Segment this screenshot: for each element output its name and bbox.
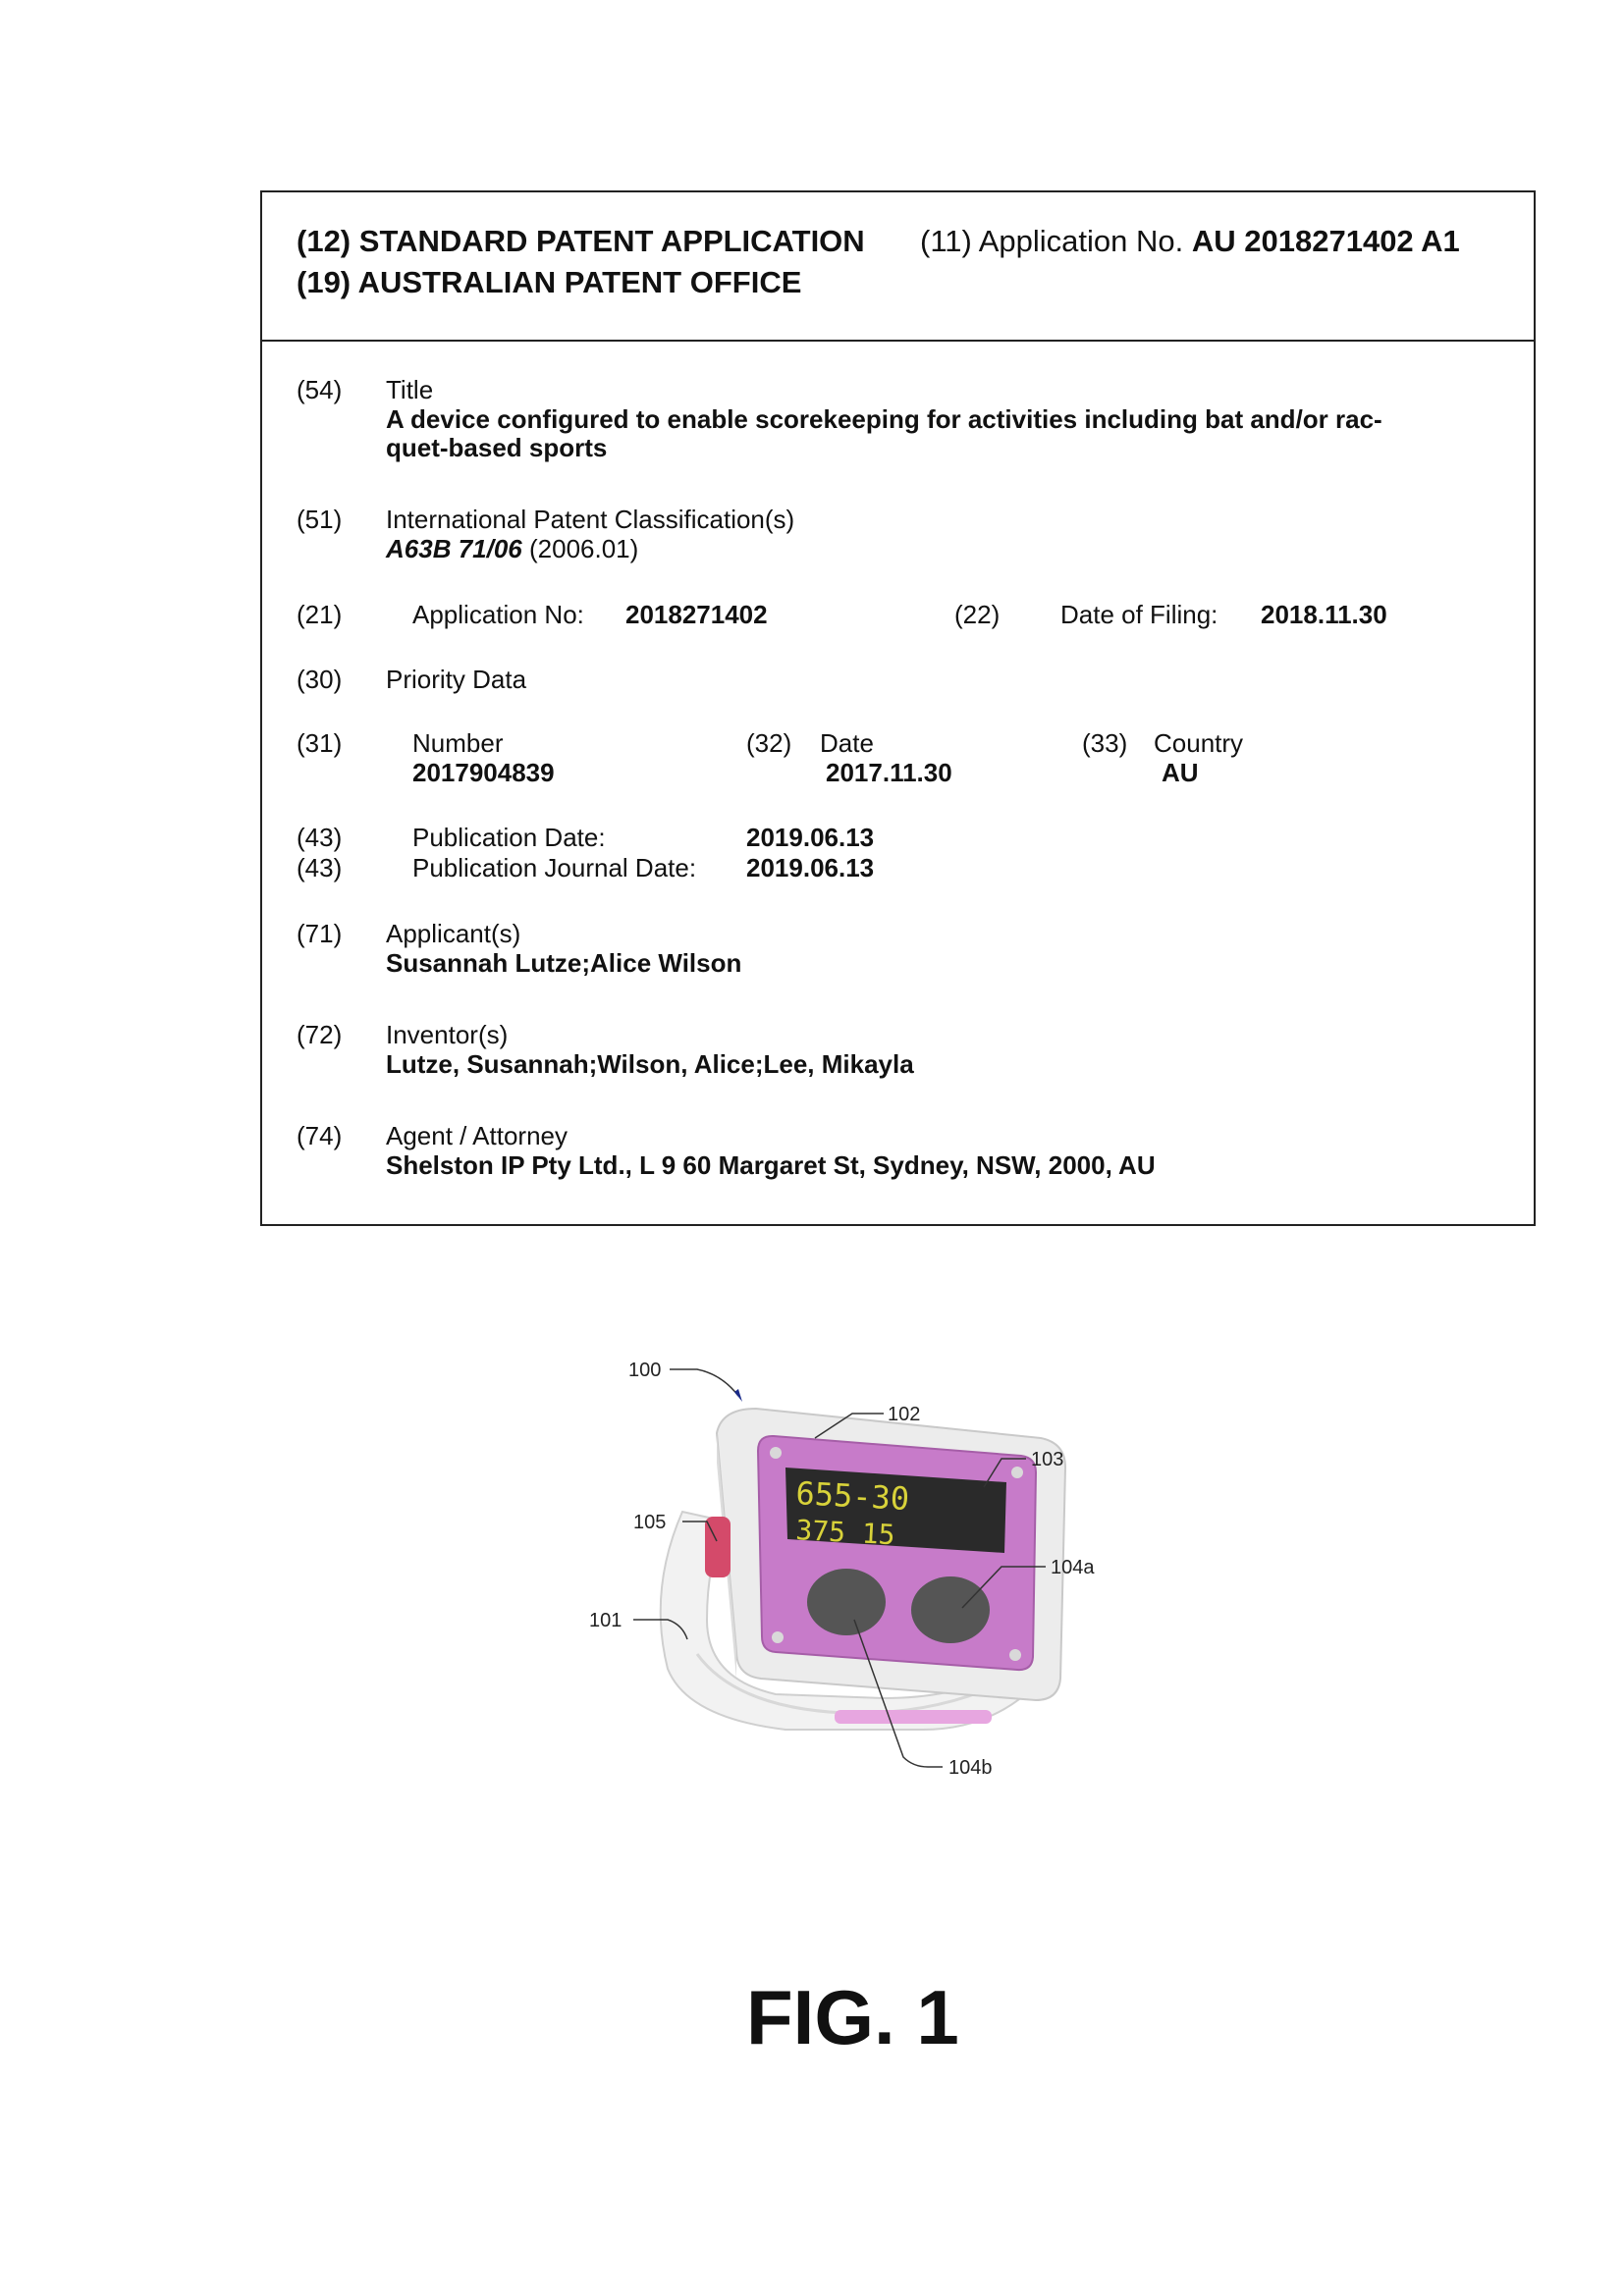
- application-label: Application No:: [412, 600, 584, 629]
- screw: [1011, 1467, 1023, 1478]
- classification-value: A63B 71/06 (2006.01): [386, 534, 639, 563]
- ref-102: 102: [888, 1404, 921, 1425]
- priority-country-label: Country: [1154, 728, 1244, 758]
- applicants-code: (71): [297, 919, 343, 948]
- priority-number-code: (31): [297, 728, 343, 758]
- classification-code: (51): [297, 505, 343, 534]
- arrow-100: [670, 1369, 738, 1396]
- display-line-1: 655-30: [794, 1474, 911, 1519]
- figure-caption: FIG. 1: [746, 1974, 959, 2060]
- application-code: (21): [297, 600, 343, 629]
- bibliographic-box: [260, 190, 1536, 1226]
- screw: [770, 1447, 782, 1459]
- journal-date-value: 2019.06.13: [746, 853, 875, 882]
- priority-country-code: (33): [1082, 728, 1128, 758]
- inventors-value: Lutze, Susannah;Wilson, Alice;Lee, Mikayla: [386, 1049, 914, 1079]
- arrow-100-head: [734, 1389, 742, 1402]
- filing-label: Date of Filing:: [1060, 600, 1218, 629]
- ref-105: 105: [633, 1512, 667, 1533]
- inventors-label: Inventor(s): [386, 1020, 509, 1049]
- applicants-value: Susannah Lutze;Alice Wilson: [386, 948, 742, 978]
- title-code: (54): [297, 375, 343, 404]
- journal-date-label: Publication Journal Date:: [412, 853, 697, 882]
- display-line-2: 375 15: [794, 1514, 896, 1552]
- title-value-line2: quet-based sports: [386, 433, 608, 462]
- ref-103: 103: [1031, 1449, 1064, 1470]
- priority-date-value: 2017.11.30: [826, 758, 952, 787]
- header-box: [262, 192, 1534, 342]
- priority-label: Priority Data: [386, 665, 527, 694]
- ref-100: 100: [628, 1360, 662, 1381]
- screw: [1009, 1649, 1021, 1661]
- agent-code: (74): [297, 1121, 343, 1150]
- agent-value: Shelston IP Pty Ltd., L 9 60 Margaret St, Sydney, NSW, 2000, AU: [386, 1150, 1156, 1180]
- front-button-left: [807, 1569, 886, 1635]
- publication-date-code: (43): [297, 823, 343, 852]
- doc-type-heading: (12) STANDARD PATENT APPLICATION: [297, 224, 865, 258]
- inventors-code: (72): [297, 1020, 343, 1049]
- band-accent: [835, 1710, 992, 1724]
- filing-code: (22): [954, 600, 1001, 629]
- publication-date-value: 2019.06.13: [746, 823, 875, 852]
- ref-104b: 104b: [948, 1757, 993, 1779]
- filing-value: 2018.11.30: [1261, 600, 1387, 629]
- ref-101: 101: [589, 1610, 623, 1631]
- priority-date-label: Date: [820, 728, 874, 758]
- device-figure: [589, 1345, 1139, 1895]
- title-label: Title: [386, 375, 434, 404]
- priority-country-value: AU: [1162, 758, 1199, 787]
- priority-number-value: 2017904839: [412, 758, 555, 787]
- priority-date-code: (32): [746, 728, 792, 758]
- agent-label: Agent / Attorney: [386, 1121, 568, 1150]
- front-button-right: [911, 1576, 990, 1643]
- classification-label: International Patent Classification(s): [386, 505, 795, 534]
- application-number-heading: (11) Application No. AU 2018271402 A1: [920, 224, 1460, 258]
- office-heading: (19) AUSTRALIAN PATENT OFFICE: [297, 265, 802, 299]
- priority-code: (30): [297, 665, 343, 694]
- priority-number-label: Number: [412, 728, 504, 758]
- applicants-label: Applicant(s): [386, 919, 521, 948]
- ref-104a: 104a: [1051, 1557, 1095, 1578]
- application-value: 2018271402: [625, 600, 768, 629]
- publication-date-label: Publication Date:: [412, 823, 606, 852]
- title-value-line1: A device configured to enable scorekeeping for activities including bat and/or rac-: [386, 404, 1382, 434]
- screw: [772, 1631, 784, 1643]
- journal-date-code: (43): [297, 853, 343, 882]
